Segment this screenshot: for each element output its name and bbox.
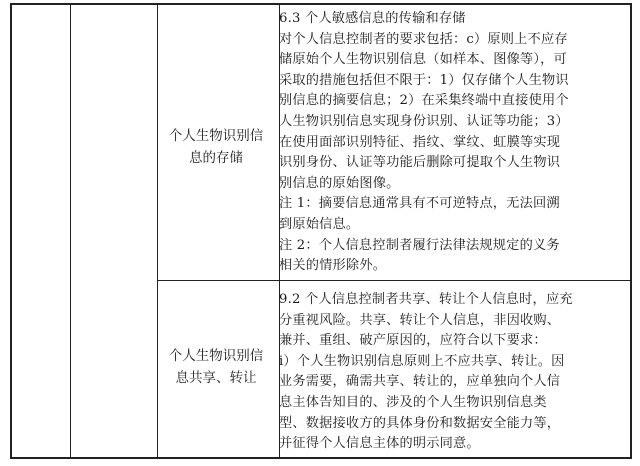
text-line: 注 2：个人信息控制者履行法律法规规定的义务 (279, 237, 560, 253)
column-divider-1 (70, 5, 71, 457)
text-line: 人生物识别信息实现身份识别、认证等功能；3） (279, 113, 569, 129)
category-cell-storage (158, 125, 274, 169)
text-line: 注 1：摘要信息通常具有不可逆特点，无法回溯 (279, 196, 560, 212)
requirement-text-sharing (279, 290, 623, 455)
text-line: 相关的情形除外。 (279, 258, 387, 274)
text-line: 到原始信息。 (279, 216, 360, 232)
text-line: 业务需要，确需共享、转让的，应单独向个人信 (279, 374, 561, 390)
text-line: 储原始个人生物识别信息（如样本、图像等），可 (279, 52, 567, 68)
category-line: 个人生物识别信 (168, 348, 264, 364)
column-divider-2 (157, 5, 158, 457)
text-line: 对个人信息控制者的要求包括：c）原则上不应存 (279, 31, 568, 47)
row-divider (157, 280, 630, 281)
category-line: 息的存储 (189, 150, 243, 166)
text-line: 识别身份、认证等功能后删除可提取个人生物识 (279, 155, 561, 171)
requirement-text-storage (279, 9, 623, 277)
text-line: 在使用面部识别特征、指纹、掌纹、虹膜等实现 (279, 134, 561, 150)
text-line: 并征得个人信息主体的明示同意。 (279, 436, 480, 452)
text-line: 分重视风险。共享、转让个人信息，非因收购、 (279, 312, 561, 328)
text-line: 别信息的摘要信息；2）在采集终端中直接使用个 (279, 93, 569, 109)
text-line: 兼并、重组、破产原因的，应符合以下要求： (279, 333, 547, 349)
text-line: 采取的措施包括但不限于：1）仅存储个人生物识 (279, 72, 569, 88)
text-line: i）个人生物识别信息原则上不应共享、转让。因 (279, 353, 565, 369)
text-line: 别信息的原始图像。 (279, 175, 400, 191)
category-line: 个人生物识别信 (168, 128, 264, 144)
category-line: 息共享、转让 (175, 370, 257, 386)
text-line: 9.2 个人信息控制者共享、转让个人信息时，应充 (279, 292, 573, 307)
text-line: 型、数据接收方的具体身份和数据安全能力等， (279, 415, 561, 431)
category-cell-sharing (158, 345, 274, 389)
text-line: 息主体告知目的、涉及的个人生物识别信息类 (279, 394, 547, 410)
text-line: 6.3 个人敏感信息的传输和存储 (279, 11, 466, 26)
